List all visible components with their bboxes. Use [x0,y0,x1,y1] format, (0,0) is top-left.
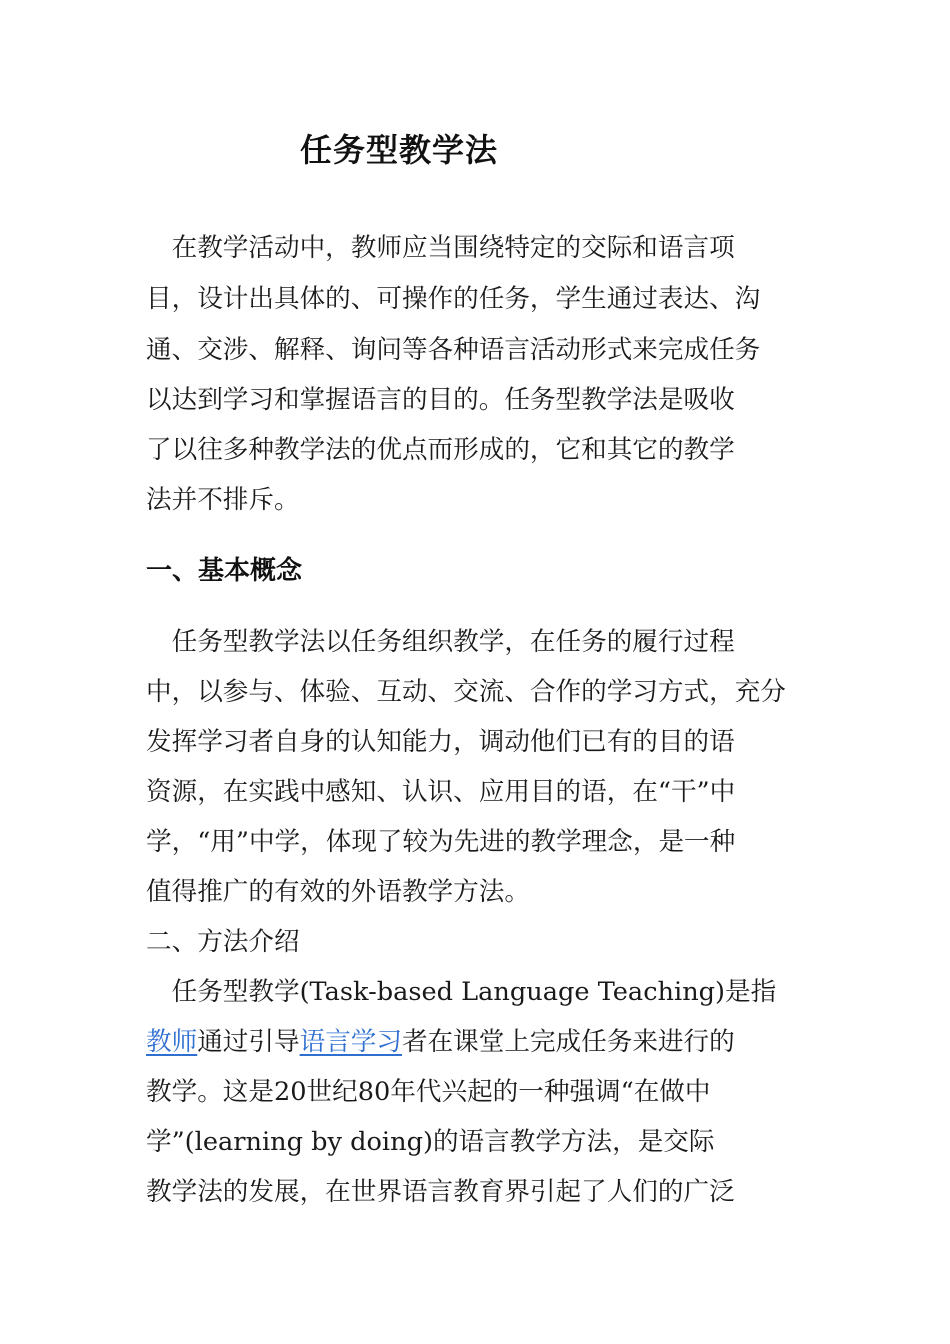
paragraph-line: 学，“用”中学，体现了较为先进的教学理念，是一种 [146,827,736,857]
section-heading-basic-concepts: 一、基本概念 [146,556,303,586]
paragraph-line: 中，以参与、体验、互动、交流、合作的学习方式，充分 [146,677,786,707]
paragraph-line: 任务型教学(Task-based Language Teaching)是指 [146,977,777,1007]
paragraph-line: 以达到学习和掌握语言的目的。任务型教学法是吸收 [146,385,735,415]
paragraph-line: 目，设计出具体的、可操作的任务，学生通过表达、沟 [146,284,761,314]
paragraph-line: 发挥学习者自身的认知能力，调动他们已有的目的语 [146,727,735,757]
paragraph-line: 法并不排斥。 [146,485,300,515]
section-heading-method-intro: 二、方法介绍 [146,927,300,957]
paragraph-line: 资源，在实践中感知、认识、应用目的语，在“干”中 [146,777,736,807]
paragraph-line: 教学法的发展，在世界语言教育界引起了人们的广泛 [146,1177,735,1207]
paragraph-line: 学”(learning by doing)的语言教学方法，是交际 [146,1127,715,1157]
paragraph-line: 值得推广的有效的外语教学方法。 [146,877,530,907]
link-language-learning[interactable]: 语言学习 [299,1027,402,1057]
paragraph-line: 在教学活动中，教师应当围绕特定的交际和语言项 [146,233,735,263]
document-title: 任务型教学法 [300,131,499,169]
link-teacher[interactable]: 教师 [146,1027,198,1057]
paragraph-line: 教学。这是20世纪80年代兴起的一种强调“在做中 [146,1077,711,1107]
paragraph-line: 了以往多种教学法的优点而形成的，它和其它的教学 [146,435,735,465]
text-segment: 者在课堂上完成任务来进行的 [401,1027,735,1057]
text-segment: 通过引导 [197,1027,300,1057]
paragraph-line: 任务型教学法以任务组织教学，在任务的履行过程 [146,627,735,657]
paragraph-line [146,1020,735,1064]
paragraph-line: 通、交涉、解释、询问等各种语言活动形式来完成任务 [146,335,761,365]
